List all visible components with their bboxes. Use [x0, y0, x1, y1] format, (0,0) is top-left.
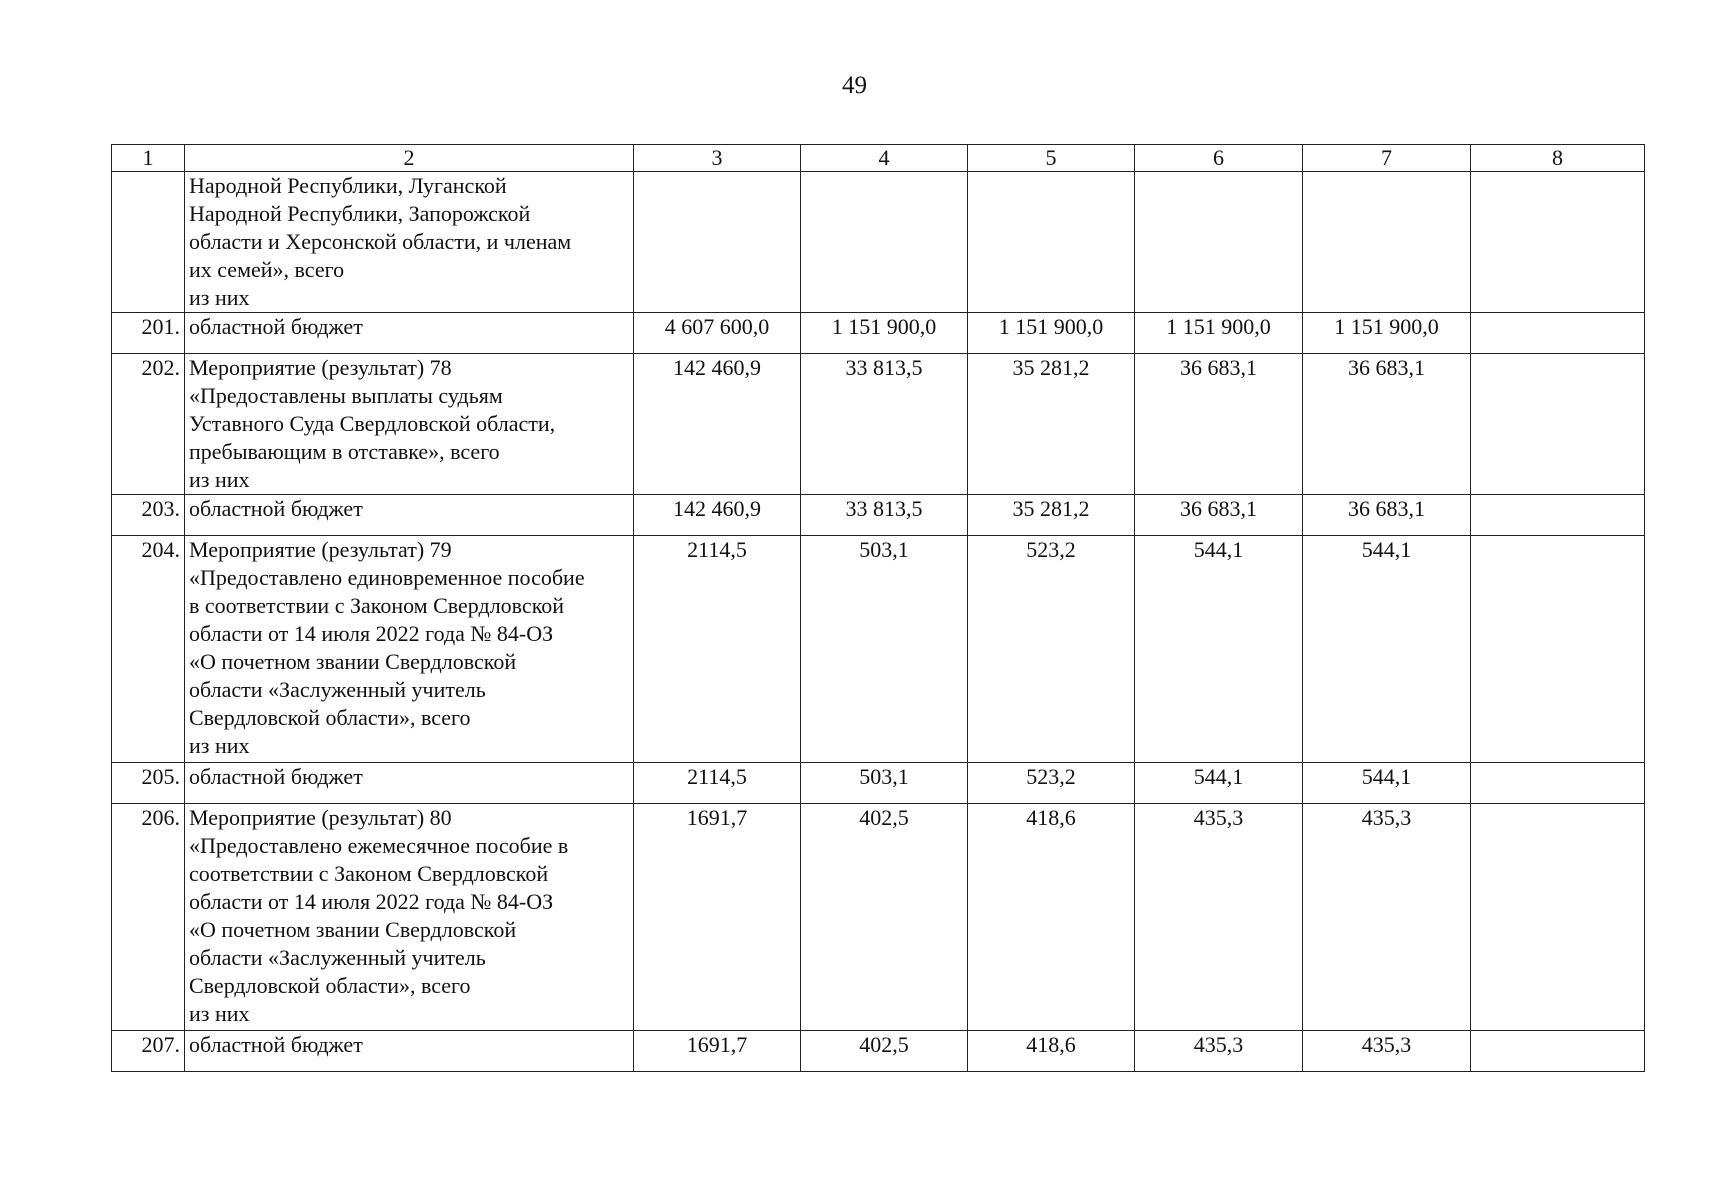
cell-col5: 418,6: [968, 1031, 1135, 1072]
page-number: 49: [842, 72, 867, 99]
column-header: 1: [112, 145, 185, 172]
row-description: областной бюджет: [185, 495, 634, 536]
table-row: [112, 313, 1645, 354]
cell-col3: 4 607 600,0: [634, 313, 801, 354]
cell-col3: [634, 172, 801, 313]
cell-col7: 1 151 900,0: [1303, 313, 1471, 354]
cell-col6: 435,3: [1135, 804, 1303, 1031]
table-row: [112, 1031, 1645, 1072]
row-number: 201.: [112, 313, 185, 354]
cell-col5: 523,2: [968, 536, 1135, 763]
budget-table: [111, 144, 1645, 1072]
row-number: [112, 172, 185, 313]
cell-col3: 142 460,9: [634, 495, 801, 536]
row-description: Мероприятие (результат) 78 «Предоставлены выплаты судьям Уставного Суда Свердловской области, пребывающим в отставке», всего из них: [185, 354, 634, 495]
cell-col7: 435,3: [1303, 1031, 1471, 1072]
cell-col6: 435,3: [1135, 1031, 1303, 1072]
cell-col6: [1135, 172, 1303, 313]
column-header: 6: [1135, 145, 1303, 172]
cell-col5: 418,6: [968, 804, 1135, 1031]
column-header: 8: [1471, 145, 1645, 172]
row-number: 206.: [112, 804, 185, 1031]
column-header: 7: [1303, 145, 1471, 172]
table-header-row: [112, 145, 1645, 172]
cell-col5: 35 281,2: [968, 495, 1135, 536]
table-row: [112, 495, 1645, 536]
cell-col8: [1471, 172, 1645, 313]
cell-col8: [1471, 354, 1645, 495]
column-header: 5: [968, 145, 1135, 172]
row-description: Мероприятие (результат) 80 «Предоставлено ежемесячное пособие в соответствии с Законом Свердловской области от 14 июля 2022 года № 84-ОЗ «О почетном звании Свердловской области «Заслуженный учитель Свердловской области», всего из них: [185, 804, 634, 1031]
cell-col7: 544,1: [1303, 536, 1471, 763]
row-number: 204.: [112, 536, 185, 763]
cell-col3: 2114,5: [634, 536, 801, 763]
row-description: областной бюджет: [185, 1031, 634, 1072]
row-number: 202.: [112, 354, 185, 495]
table-row: [112, 804, 1645, 1031]
cell-col4: 402,5: [801, 1031, 968, 1072]
row-description: областной бюджет: [185, 763, 634, 804]
row-description: Мероприятие (результат) 79 «Предоставлено единовременное пособие в соответствии с Законом Свердловской области от 14 июля 2022 года № 84-ОЗ «О почетном звании Свердловской области «Заслуженный учитель Свердловской области», всего из них: [185, 536, 634, 763]
cell-col8: [1471, 763, 1645, 804]
cell-col5: 1 151 900,0: [968, 313, 1135, 354]
cell-col3: 142 460,9: [634, 354, 801, 495]
cell-col6: 544,1: [1135, 763, 1303, 804]
cell-col8: [1471, 1031, 1645, 1072]
cell-col4: [801, 172, 968, 313]
cell-col5: 35 281,2: [968, 354, 1135, 495]
cell-col5: [968, 172, 1135, 313]
row-number: 203.: [112, 495, 185, 536]
cell-col6: 36 683,1: [1135, 354, 1303, 495]
cell-col7: 544,1: [1303, 763, 1471, 804]
table-row: [112, 354, 1645, 495]
column-header: 2: [185, 145, 634, 172]
cell-col8: [1471, 536, 1645, 763]
table-row: [112, 172, 1645, 313]
cell-col4: 33 813,5: [801, 354, 968, 495]
cell-col7: 36 683,1: [1303, 354, 1471, 495]
cell-col5: 523,2: [968, 763, 1135, 804]
cell-col3: 1691,7: [634, 1031, 801, 1072]
table-row: [112, 763, 1645, 804]
cell-col6: 544,1: [1135, 536, 1303, 763]
cell-col8: [1471, 313, 1645, 354]
cell-col4: 503,1: [801, 536, 968, 763]
cell-col4: 33 813,5: [801, 495, 968, 536]
cell-col7: 435,3: [1303, 804, 1471, 1031]
cell-col3: 1691,7: [634, 804, 801, 1031]
column-header: 3: [634, 145, 801, 172]
row-number: 205.: [112, 763, 185, 804]
cell-col6: 1 151 900,0: [1135, 313, 1303, 354]
row-number: 207.: [112, 1031, 185, 1072]
cell-col4: 402,5: [801, 804, 968, 1031]
cell-col3: 2114,5: [634, 763, 801, 804]
table-row: [112, 536, 1645, 763]
cell-col6: 36 683,1: [1135, 495, 1303, 536]
cell-col8: [1471, 495, 1645, 536]
cell-col4: 503,1: [801, 763, 968, 804]
cell-col7: 36 683,1: [1303, 495, 1471, 536]
row-description: Народной Республики, Луганской Народной Республики, Запорожской области и Херсонской области, и членам их семей», всего из них: [185, 172, 634, 313]
cell-col4: 1 151 900,0: [801, 313, 968, 354]
cell-col8: [1471, 804, 1645, 1031]
row-description: областной бюджет: [185, 313, 634, 354]
cell-col7: [1303, 172, 1471, 313]
column-header: 4: [801, 145, 968, 172]
